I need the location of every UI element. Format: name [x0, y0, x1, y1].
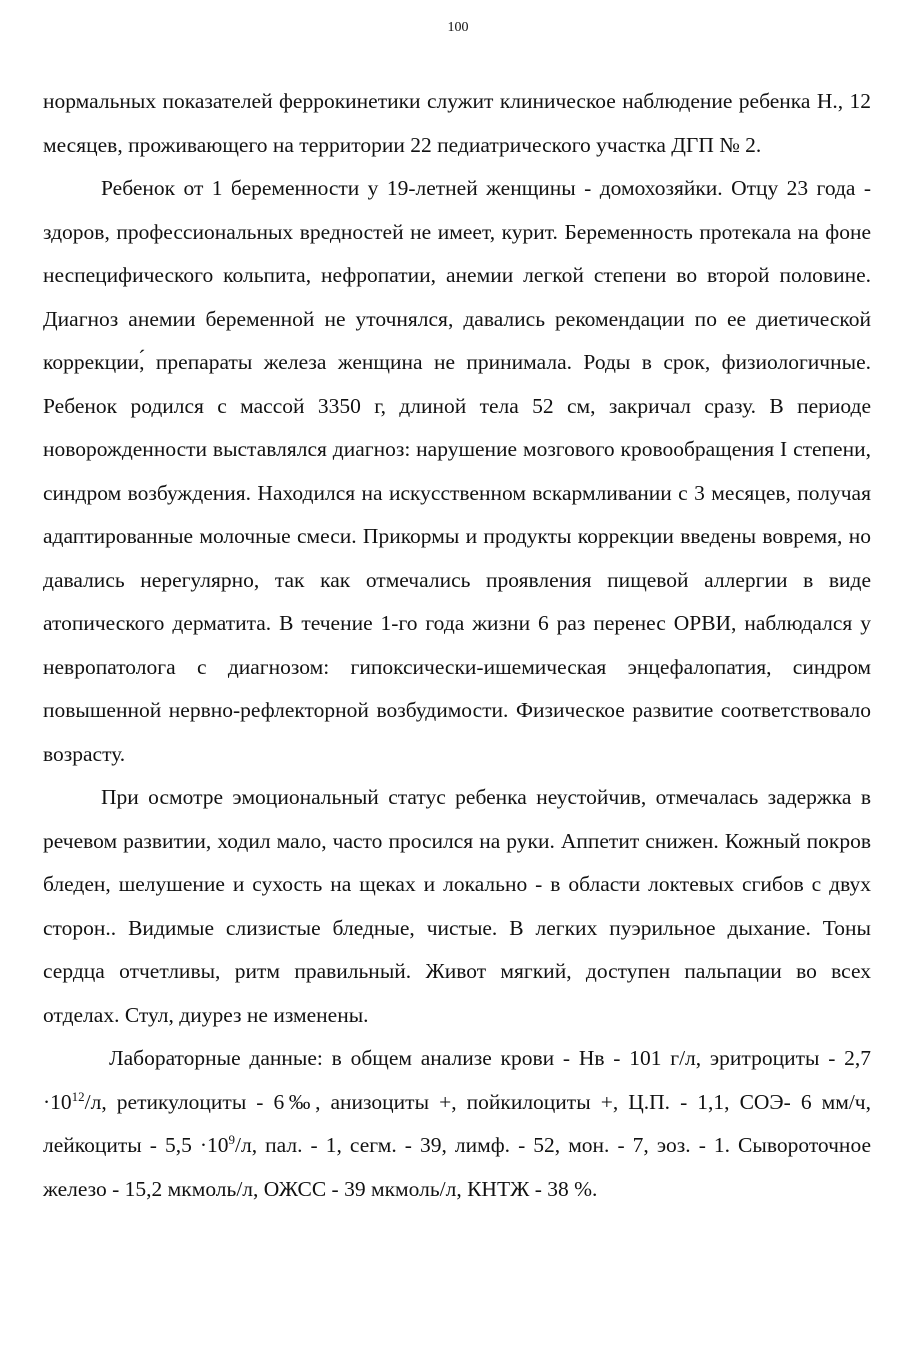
- lab-text-part-3: /л, пал. - 1, сегм. - 39, лимф. - 52, мон. - 7, эоз. - 1. Сывороточное железо - 15,2 мкмоль/л, ОЖСС - 39 мкмоль/л, КНТЖ - 38 %.: [43, 1133, 871, 1201]
- document-body: [43, 80, 871, 1211]
- paragraph-examination: При осмотре эмоциональный статус ребенка неустойчив, отмечалась задержка в речевом развитии, ходил мало, часто просился на руки. Аппетит снижен. Кожный покров бледен, шелушение и сухость на щеках и локально - в области локтевых сгибов с двух сторон.. Видимые слизистые бледные, чистые. В легких пуэрильное дыхание. Тоны сердца отчетливы, ритм правильный. Живот мягкий, доступен пальпации во всех отделах. Стул, диурез не изменены.: [43, 785, 871, 1027]
- page-number: 100: [447, 20, 469, 35]
- paragraph-ferrokinetics-case: нормальных показателей феррокинетики служит клиническое наблюдение ребенка Н., 12 месяцев, проживающего на территории 22 педиатрического участка ДГП № 2.: [43, 89, 871, 157]
- paragraph-lab-data: [43, 1037, 871, 1211]
- lab-text-part-2: /л, ретикулоциты - 6‰, анизоциты +, пойкилоциты +, Ц.П. - 1,1, СОЭ- 6 мм/ч, лейкоциты - 5,5 ·10: [43, 1089, 871, 1157]
- lab-text-part-1: Лабораторные данные: в общем анализе крови - Нв - 101 г/л, эритроциты - 2,7 ·10: [43, 1046, 871, 1114]
- leukocyte-exponent: 9: [228, 1132, 236, 1147]
- paragraph-anamnesis: Ребенок от 1 беременности у 19-летней женщины - домохозяйки. Отцу 23 года - здоров, профессиональных вредностей не имеет, курит. Беременность протекала на фоне неспецифического кольпита, нефропатии, анемии легкой степени во второй половине. Диагноз анемии беременной не уточнялся, давались рекомендации по ее диетической коррекции,́ препараты железа женщина не принимала. Роды в срок, физиологичные. Ребенок родился с массой 3350 г, длиной тела 52 см, закричал сразу. В периоде новорожденности выставлялся диагноз: нарушение мозгового кровообращения I степени, синдром возбуждения. Находился на искусственном вскармливании с 3 месяцев, получая адаптированные молочные смеси. Прикормы и продукты коррекции введены вовремя, но давались нерегулярно, так как отмечались проявления пищевой аллергии в виде атопического дерматита. В течение 1-го года жизни 6 раз перенес ОРВИ, наблюдался у невропатолога с диагнозом: гипоксически-ишемическая энцефалопатия, синдром повышенной нервно-рефлекторной возбудимости. Физическое развитие соответствовало возрасту.: [43, 176, 871, 766]
- erythrocyte-exponent: 12: [71, 1088, 85, 1104]
